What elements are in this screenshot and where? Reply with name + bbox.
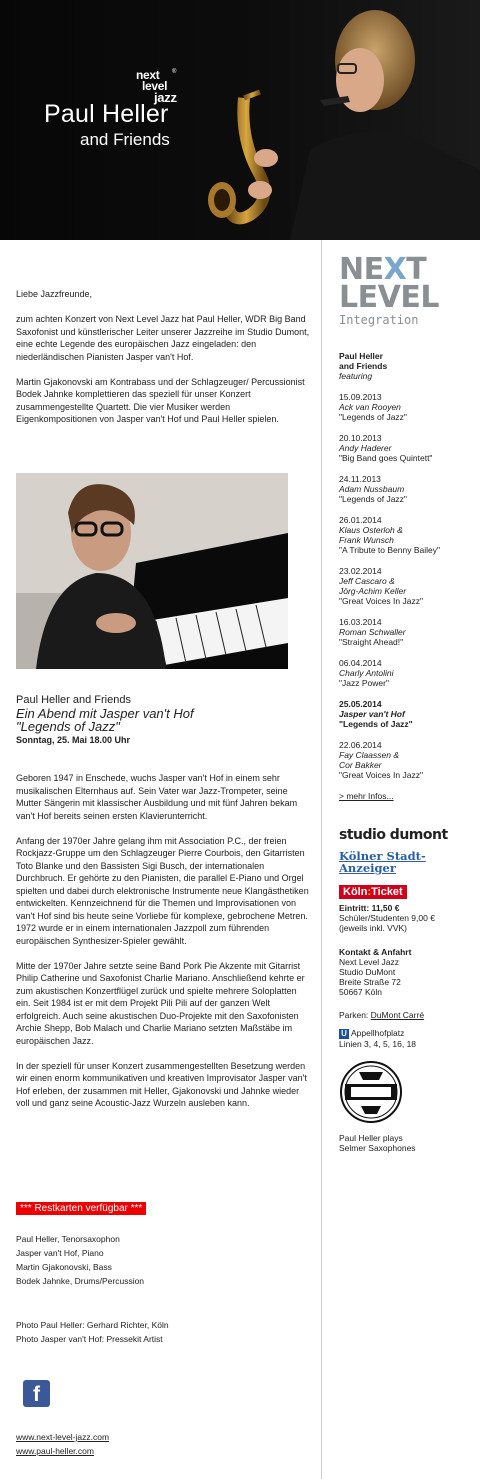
link-paul-heller[interactable]: www.paul-heller.com [16,1446,94,1456]
lineup-item: Jasper van't Hof, Piano [16,1248,104,1258]
parking-info [339,1009,474,1022]
concert-item [339,658,474,688]
concert-date: 26.01.2014 [339,514,382,525]
saxophonist-photo [200,0,480,240]
restkarten-badge: *** Restkarten verfügbar *** [16,1202,146,1215]
logo-t: T [406,252,427,287]
credit-line: Photo Paul Heller: Gerhard Richter, Köln [16,1320,169,1330]
lineup-list [16,1232,144,1288]
concert-artist: Adam Nussbaum [339,483,405,494]
concert-artist: Charly Antolini [339,667,394,678]
concert-item [339,699,474,729]
next-level-jazz-logo [136,70,177,103]
facebook-icon[interactable]: f [23,1380,50,1407]
concert-title: "Straight Ahead!" [339,636,404,647]
concert-item [339,392,474,422]
selmer-caption [339,1133,474,1153]
column-divider [321,240,322,1479]
transit-lines: Linien 3, 4, 5, 16, 18 [339,1038,417,1049]
concert-list [339,392,474,780]
address-line: Breite Straße 72 [339,977,401,987]
koelnticket-logo: Köln:Ticket [339,885,407,900]
concert-artist: Fay Claassen & [339,749,399,760]
logo-jazz: jazz [154,90,177,105]
parking-label: Parken: [339,1010,369,1020]
concert-date: 20.10.2013 [339,432,382,443]
concert-date: 22.06.2014 [339,739,382,750]
bio-paragraph: Mitte der 1970er Jahre setzte seine Band Pork Pie Akzente mit Gitarrist Philip Catherine und Saxofonist Charlie Mariano. Anschließend kehrte er zum akustischen Konzertflügel zurück und spielte mehrere Soloplatten ein. Seit 1984 ist er mit dem Projekt Pili Pili auf der ganzen Welt erfolgreich. Auch seine akustischen Duo-Projekte mit den Saxofonisten Archie Shepp, Bob Malach und Charlie Mariano setzten Maßstäbe im europäischen Jazz. [16,960,305,1046]
bio-paragraph: Geboren 1947 in Enschede, wuchs Jasper van't Hof in einem sehr musikalischen Elternhaus auf. Sein Vater war Jazz-Trompeter, seine Mutter Sängerin mit klassischer Ausbildung und mit fünf Jahren bekam van't Hof bereits seinen ersten Klavierunterricht. [16,773,298,821]
koelnticket-part2: Ticket [371,885,403,898]
jasper-photo [16,473,288,669]
intro-paragraph: zum achten Konzert von Next Level Jazz hat Paul Heller, WDR Big Band Saxofonist und künstlerischer Leiter unserer Jazzreihe im Studio Dumont, eine echte Legende des europäischen Jazz eingeladen: den niederländischen Pianisten Jasper van't Hof. [16,314,310,362]
greeting: Liebe Jazzfreunde, [16,289,93,299]
concert-date: 15.09.2013 [339,391,382,402]
hero-banner [0,0,480,240]
lineup-item: Bodek Jahnke, Drums/Percussion [16,1276,145,1286]
concert-item [339,740,474,780]
series-heading-line1: Paul Heller [339,350,383,361]
concert-title: "Jazz Power" [339,677,389,688]
vvk-note: (jeweils inkl. VVK) [339,923,408,933]
bio-paragraph: Anfang der 1970er Jahre gelang ihm mit Association P.C., der freien Rockjazz-Gruppe um den Schlagzeuger Pierre Courbois, den Gitarristen Toto Blanke und den Bassisten Sigi Busch, der internationalen Durchbruch. Er gehörte zu den Pianisten, die parallel E-Piano und Orgel spielten und dabei durch elektronische Instrumente neue Klangästhetiken entwickelten. Kennzeichnend für die Themen und Improvisationen von van't Hof sind bis heute seine Vorliebe für komplexe, gebrochene Metren. 1972 wurde er in einem internationalen Jazzpoll zum führenden europäischen Synthesizer-Spieler gewählt. [16,835,309,946]
concert-title: "Big Band goes Quintett" [339,452,433,463]
contact-block [339,947,474,997]
ticket-price: Eintritt: 11,50 € [339,903,400,913]
concert-artist: Ack van Rooyen [339,401,401,412]
logo-level: LEVEL [339,280,439,315]
series-heading-line2: and Friends [339,360,388,371]
ubahn-icon: U [339,1029,349,1039]
logo-level: level [142,79,168,93]
registered-icon: ® [172,69,177,75]
concert-artist: Jeff Cascaro & [339,575,395,586]
lineup-item: Paul Heller, Tenorsaxophon [16,1234,120,1244]
lineup-item: Martin Gjakonovski, Bass [16,1262,112,1272]
concert-item [339,474,474,504]
selmer-caption-line2: Selmer Saxophones [339,1143,416,1153]
concert-artist: Jasper van't Hof [339,708,405,719]
concert-date: 25.05.2014 [339,698,382,709]
concert-artist: Frank Wunsch [339,534,394,545]
event-subtitle: "Legends of Jazz" [16,719,120,734]
hero-subtitle: and Friends [80,130,170,149]
concert-item [339,515,474,555]
concert-title: "A Tribute to Benny Bailey" [339,544,441,555]
event-date: Sonntag, 25. Mai 18.00 Uhr [16,735,131,745]
event-title: Ein Abend mit Jasper van't Hof [16,706,194,721]
hero-title: Paul Heller [44,100,169,128]
next-level-integration-logo [339,252,474,315]
selmer-logo [339,1060,403,1124]
selmer-caption-line1: Paul Heller plays [339,1133,403,1143]
concert-item [339,433,474,463]
website-links [16,1430,109,1458]
address-line: Studio DuMont [339,967,396,977]
logo-ne: NE [339,252,384,287]
logo-next: next [136,68,160,82]
parking-link[interactable]: DuMont Carré [370,1010,425,1020]
mehr-infos-link[interactable]: > mehr Infos... [339,790,394,801]
ticket-info [339,903,474,933]
concert-artist: Cor Bakker [339,759,382,770]
concert-artist: Klaus Osterloh & [339,524,403,535]
concert-artist: Roman Schwaller [339,626,406,637]
concert-date: 23.02.2014 [339,565,382,576]
student-price: Schüler/Studenten 9,00 € [339,913,435,923]
concert-date: 06.04.2014 [339,657,382,668]
credit-line: Photo Jasper van't Hof: Pressekit Artist [16,1334,163,1344]
transit-info [339,1028,474,1050]
contact-heading: Kontakt & Anfahrt [339,947,412,957]
logo-x: X [383,252,407,287]
featuring-label: featuring [339,370,373,381]
intro-text [16,288,312,438]
concert-date: 24.11.2013 [339,473,381,484]
intro-paragraph: Martin Gjakonovski am Kontrabass und der Schlagzeuger/ Percussionist Bodek Jahnke komplettieren das speziell für unser Konzert zusammengestellte Quartett. Die vier Musiker werden Eigenkompositionen von Jasper van't Hof und Paul Heller spielen. [16,376,305,424]
address-line: 50667 Köln [339,987,383,997]
concert-title: "Great Voices In Jazz" [339,769,423,780]
concert-title: "Legends of Jazz" [339,493,407,504]
logo-integration: Integration [339,313,419,327]
concert-item [339,566,474,606]
concert-title: "Legends of Jazz" [339,411,407,422]
concert-title: "Legends of Jazz" [339,718,413,729]
koelnticket-part1: Köln [343,885,368,898]
koelner-stadt-anzeiger-logo: Kölner Stadt-Anzeiger [339,848,426,875]
link-next-level-jazz[interactable]: www.next-level-jazz.com [16,1432,110,1442]
sidebar [339,252,474,1153]
transit-stop: Appellhofplatz [351,1027,405,1038]
address-line: Next Level Jazz [339,957,399,967]
photo-credits [16,1318,169,1346]
concert-artist: Jörg-Achim Keller [339,585,407,596]
event-heading [16,694,312,747]
bio-paragraph: In der speziell für unser Konzert zusammengestellten Besetzung werden wir einen enorm kommunikativen und kreativen Improvisator Jasper van't Hof erleben, der zusammen mit Heller, Gjakonovski und Jahnke wieder voll und ganz seine Acoustic-Jazz Wurzeln ausleben kann. [16,1060,307,1108]
series-heading [339,351,474,371]
concert-title: "Great Voices In Jazz" [339,595,423,606]
concert-artist: Andy Haderer [339,442,392,453]
event-series: Paul Heller and Friends [16,694,131,706]
biography [16,772,312,1122]
studio-dumont-logo: studio dumont [339,827,448,843]
concert-item [339,617,474,647]
concert-date: 16.03.2014 [339,616,382,627]
